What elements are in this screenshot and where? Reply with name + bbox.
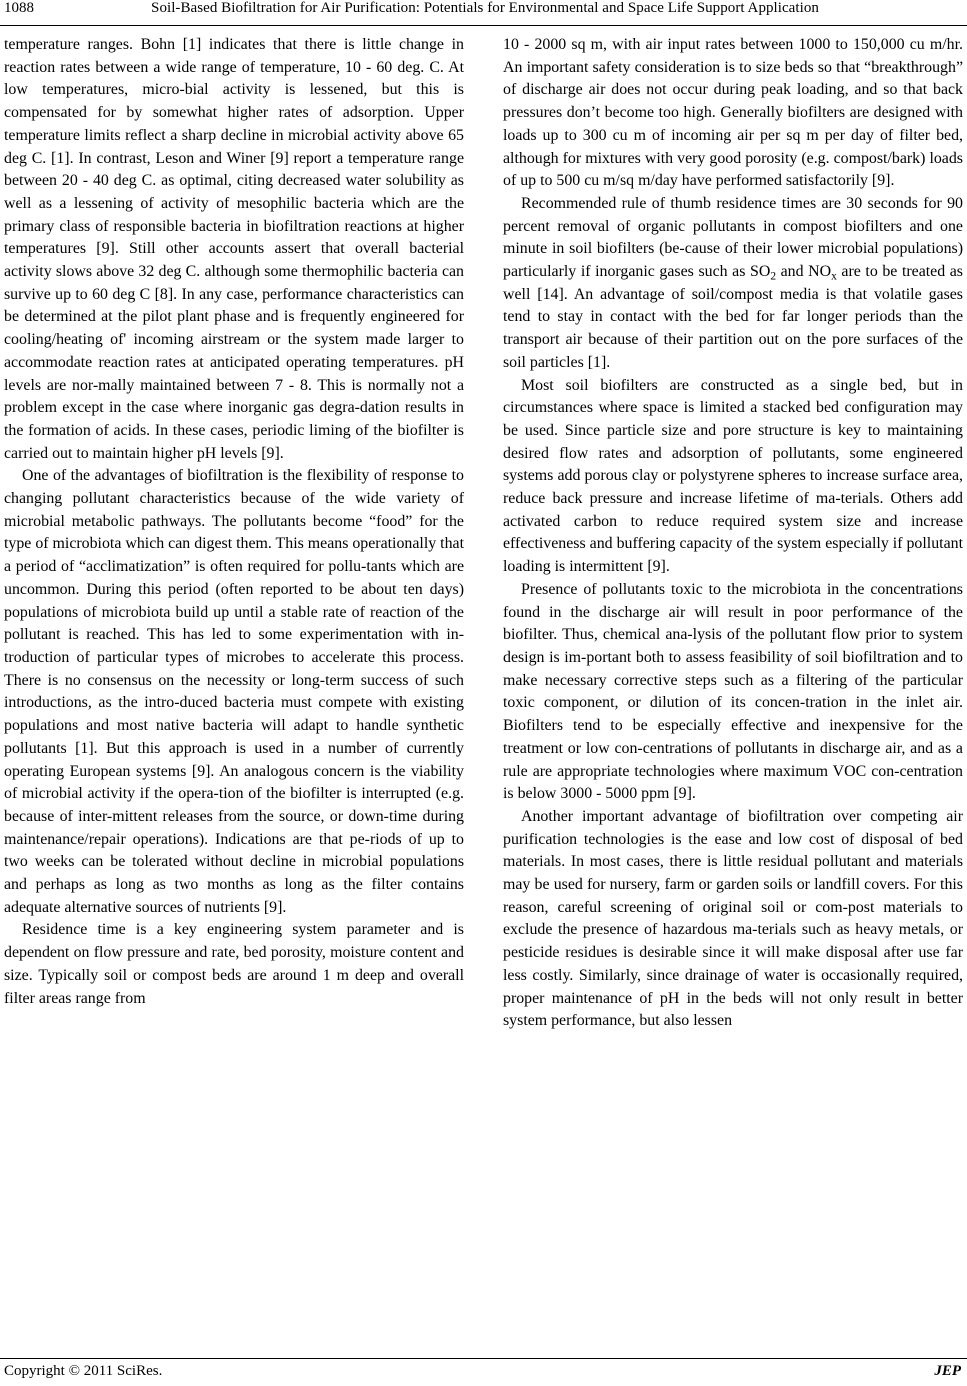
paragraph: One of the advantages of biofiltration is the flexibility of response to changing pollutant characteristics because of the wide variety of microbial metabolic pathways. The pollutants become “food” for the type of microbiota which can digest them. This means operationally that a period of “acclimatization” is often required for pollu-tants which are uncommon. During this period (often reported to be about ten days) populations of microbiota build up until a stable rate of reaction of the pollutant is reached. This has led to some experimentation with in-troduction of particular types of microbes to accelerate this process. There is no consensus on the necessity or long-term success of such introductions, as the intro-duced bacteria must compete with existing populations and most native bacteria will adapt to handle synthetic pollutants [1]. But this approach is used in a number of currently operating European systems [9]. An analogous concern is the viability of microbial activity if the opera-tion of the biofilter is interrupted (e.g. because of inter-mittent releases from the source, or down-time during maintenance/repair operations). Indications are that pe-riods of up to two weeks can be tolerated without decline in microbial populations and perhaps as long as two months as long as the filter contains adequate alternative sources of nutrients [9].	[4, 467, 464, 916]
footer-divider	[0, 1358, 967, 1359]
paragraph: Residence time is a key engineering system parameter and is dependent on flow pressure and rate, bed porosity, moisture content and size. Typically soil or compost beds are around 1 m deep and overall filter areas range from	[4, 921, 464, 1007]
right-column	[503, 34, 963, 1033]
running-header-title: Soil-Based Biofiltration for Air Purification: Potentials for Environmental and Space Life Support Application	[151, 0, 819, 16]
paragraph-text: are to be treated as well [14]. An advantage of soil/compost media is that volatile gases tend to stay in contact with the bed for far longer periods than the transport air because of their partition out on the pore surfaces of the soil particles [1].	[503, 263, 963, 371]
left-column	[4, 34, 464, 1010]
paragraph-text: Recommended rule of thumb residence times are 30 seconds for 90 percent removal of organic pollutants in compost biofilters and one minute in soil biofilters (be-cause of their lower microbial populations) particularly if inorganic gases such as SO	[503, 194, 963, 281]
subscript: 2	[770, 270, 777, 283]
footer-copyright: Copyright © 2011 SciRes.	[4, 1363, 163, 1379]
paragraph	[503, 193, 963, 375]
paragraph: Most soil biofilters are constructed as a single bed, but in circumstances where space is limited a stacked bed configuration may be used. Since particle size and pore structure is key to maintaining desired flow rates and adsorption of pollutants, some engineered systems add porous clay or polystyrene spheres to increase surface area, reduce back pressure and increase lifetime of ma-terials. Others add activated carbon to reduce required system size and increase effectiveness and buffering capacity of the system especially if pollutant loading is intermittent [9].	[503, 376, 963, 576]
footer-journal-abbrev: JEP	[934, 1363, 961, 1379]
header-divider	[0, 25, 967, 26]
paragraph: 10 - 2000 sq m, with air input rates between 1000 to 150,000 cu m/hr. An important safety consideration is to size beds so that “breakthrough” of discharge air does not occur during peak loading, and so that back pressures don’t become too high. Generally biofilters are designed with loads up to 300 cu m of incoming air per sq m per day of filter bed, although for mixtures with very good porosity (e.g. compost/bark) loads of up to 500 cu m/sq m/day have performed satisfactorily [9].	[503, 36, 963, 190]
paragraph-text: and NO	[776, 263, 832, 281]
page-number: 1088	[4, 0, 34, 16]
paragraph: Another important advantage of biofiltration over competing air purification technologies is the ease and low cost of disposal of bed materials. In most cases, there is little residual pollutant and materials may be used for nursery, farm or garden soils or landfill covers. For this reason, careful screening of original soil or com-post materials to exclude the presence of hazardous ma-terials such as heavy metals, or pesticide residues is desirable since it will make disposal after use far less costly. Similarly, since drainage of water is occasionally required, proper maintenance of pH in the beds will not only result in better system performance, but also lessen	[503, 807, 963, 1030]
paragraph: Presence of pollutants toxic to the microbiota in the concentrations found in the discharge air will result in poor performance of the biofilter. Thus, chemical ana-lysis of the pollutant flow prior to system design is im-portant both to assess feasibility of soil biofiltration and to make necessary corrective steps such as a filtering of the particular toxic component, or dilution of its concen-tration in the inlet air. Biofilters tend to be especially effective and inexpensive for the treatment or low con-centrations of pollutants in discharge air, and as a rule are appropriate technologies where maximum VOC con-centration is below 3000 - 5000 ppm [9].	[503, 580, 963, 803]
paragraph: temperature ranges. Bohn [1] indicates that there is little change in reaction rates between a wide range of temperature, 10 - 60 deg. C. At low temperatures, micro-bial activity is lessened, but this is compensated for by somewhat higher rates of adsorption. Upper temperature limits reflect a sharp decline in microbial activity above 65 deg C. [1]. In contrast, Leson and Winer [9] report a temperature range between 20 - 40 deg C. as optimal, citing decreased water solubility as well as a lessening of activity of mesophilic bacteria which are the primary class of responsible bacteria in biofiltration reactions at higher temperatures [9]. Still other accounts assert that overall bacterial activity slows above 32 deg C. although some thermophilic bacteria can survive up to 60 deg C [8]. In any case, performance characteristics can be determined at the pilot plant phase and is frequently engineered for cooling/heating of' incoming airstream or the system made larger to accommodate reaction rates at anticipated operating temperatures. pH levels are nor-mally maintained between 7 - 8. This is normally not a problem except in the case where inorganic gas degra-dation results in the formation of acids. In these cases, periodic liming of the biofilter is carried out to maintain higher pH levels [9].	[4, 36, 464, 462]
subscript: x	[831, 270, 837, 283]
